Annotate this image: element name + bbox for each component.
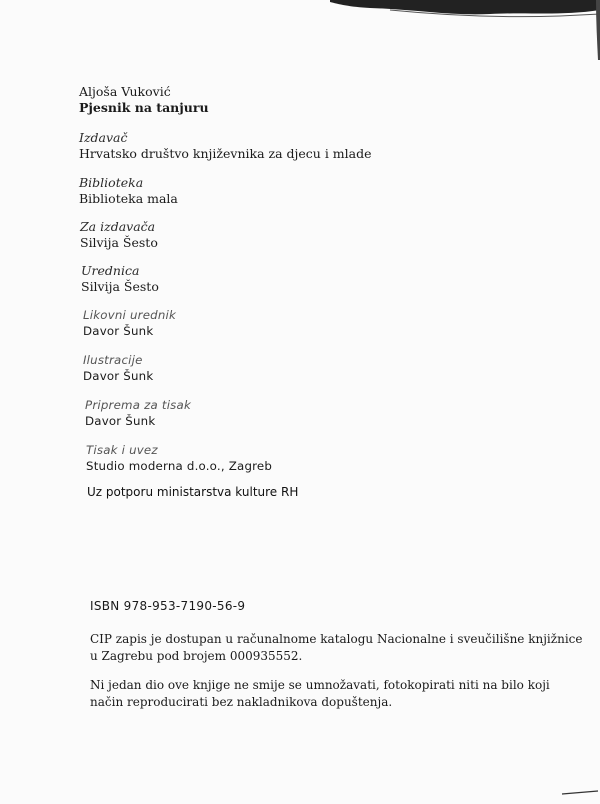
isbn-number: ISBN 978-953-7190-56-9 (90, 599, 246, 613)
credit-label: Biblioteka (79, 175, 144, 190)
book-title: Pjesnik na tanjuru (79, 100, 209, 115)
rights-line: Ni jedan dio ove knjige ne smije se umnožavati, fotokopirati niti na bilo koji (90, 678, 550, 692)
author-name: Aljoša Vuković (79, 84, 171, 99)
credit-label: Urednica (81, 263, 140, 278)
rights-line: način reproducirati bez nakladnikova dopuštenja. (90, 695, 393, 709)
credit-label: Za izdavača (80, 219, 156, 234)
credit-value: Silvija Šesto (81, 279, 159, 294)
credit-prepress (85, 397, 191, 429)
cip-line: CIP zapis je dostupan u računalnome katalogu Nacionalne i sveučilišne knjižnice (90, 632, 583, 646)
credit-label: Ilustracije (83, 353, 143, 367)
credit-publisher (79, 130, 372, 162)
cip-record-note (90, 631, 582, 665)
credit-value: Silvija Šesto (80, 235, 158, 250)
credit-value: Studio moderna d.o.o., Zagreb (86, 459, 273, 473)
credit-label: Priprema za tisak (85, 398, 191, 412)
credit-value: Davor Šunk (83, 324, 154, 338)
credit-printing (86, 442, 272, 474)
credit-value: Hrvatsko društvo književnika za djecu i mlade (79, 146, 372, 161)
author-title-block (79, 84, 209, 116)
credit-value: Davor Šunk (83, 369, 154, 383)
credit-value: Davor Šunk (85, 414, 156, 428)
credit-illustrations (83, 352, 153, 384)
credit-library (79, 175, 178, 207)
credit-label: Tisak i uvez (86, 443, 158, 457)
credit-art-editor (83, 307, 176, 339)
credit-editor (81, 263, 159, 295)
ministry-support-note: Uz potporu ministarstva kulture RH (87, 485, 299, 499)
copyright-notice (90, 677, 550, 711)
credit-for-publisher (80, 219, 158, 251)
cip-line: u Zagrebu pod brojem 000935552. (90, 649, 303, 663)
credit-value: Biblioteka mala (79, 191, 178, 206)
credit-label: Likovni urednik (83, 308, 177, 322)
credit-label: Izdavač (79, 130, 128, 145)
